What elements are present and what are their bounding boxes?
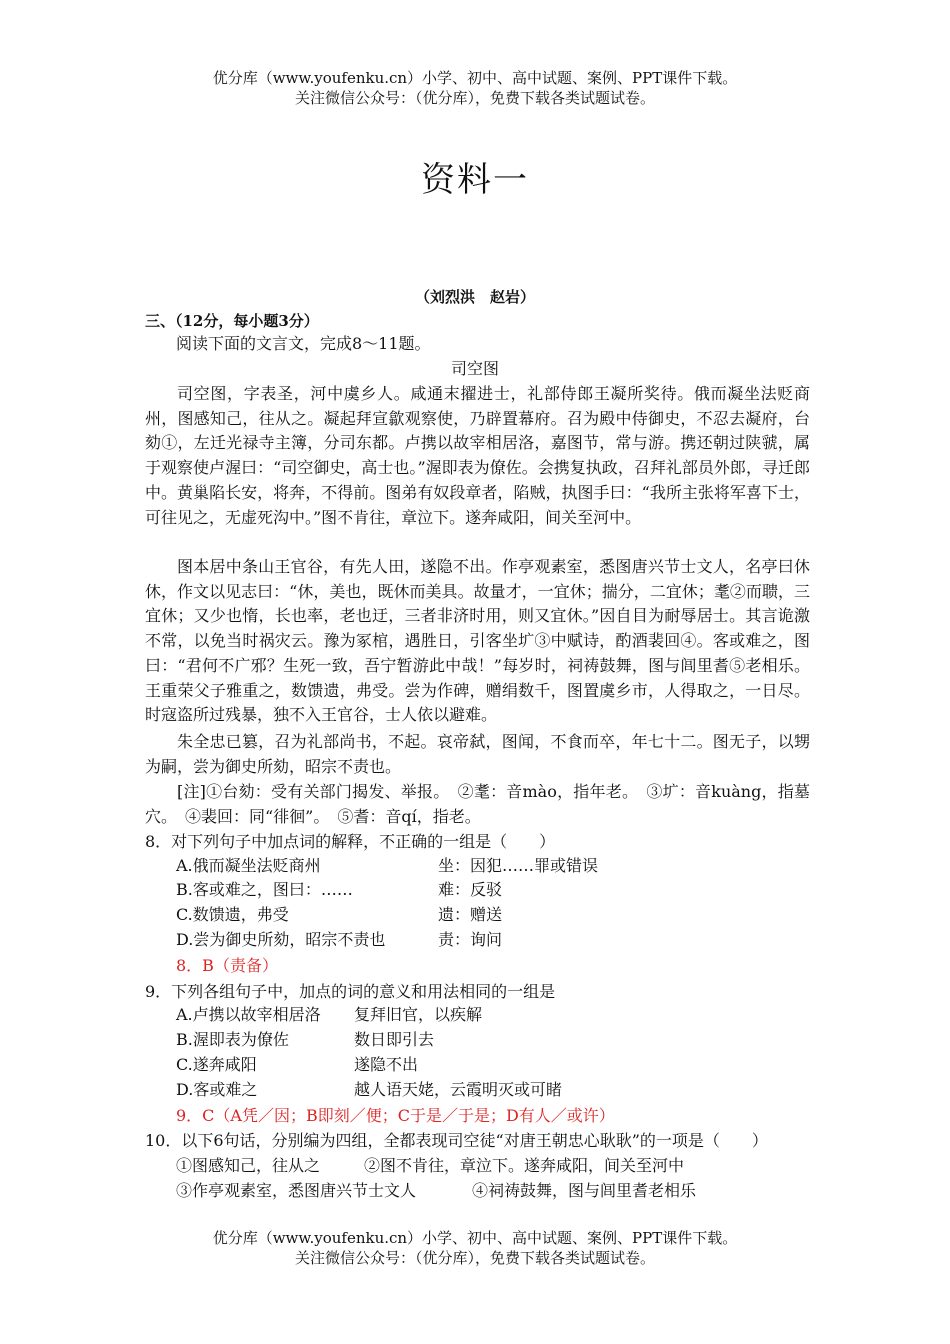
q10-stem: 10．以下6句话，分别编为四组，全都表现司空徒“对唐王朝忠心耿耿”的一项是（ ）	[145, 1131, 768, 1150]
instruction: 阅读下面的文言文，完成8～11题。	[176, 334, 431, 353]
q9-stem: 9．下列各组句子中，加点的词的意义和用法相同的一组是	[145, 982, 556, 1001]
passage-paragraph-2: 图本居中条山王官谷，有先人田，遂隐不出。作亭观素室，悉图唐兴节士文人，名亭曰休休，作文以见志曰：“休，美也，既休而美具。故量才，一宜休；揣分，二宜休；耄②而聩，三宜休；又少也惰，长也率，老也迂，三者非济时用，则又宜休。”因自目为耐辱居士。其言诡激不常，以免当时祸灾云。豫为冢棺，遇胜日，引客坐圹③中赋诗，酌酒裴回④。客或难之，图曰：“君何不广邪？生死一致，吾宁暂游此中哉！”每岁时，祠祷鼓舞，图与闾里耆⑤老相乐。王重荣父子雅重之，数馈遗，弗受。尝为作碑，赠绢数千，图置虞乡市，人得取之，一日尽。时寇盗所过残暴，独不入王官谷，士人依以避难。	[145, 557, 810, 725]
q9-option-b-compare: 数日即引去	[354, 1030, 435, 1049]
q9-option-a: A.卢携以故宰相居洛	[176, 1005, 321, 1024]
q9-answer: 9．C（A凭／因；B即刻／便；C于是／于是；D有人／或许）	[176, 1106, 615, 1125]
header-line-2: 关注微信公众号：（优分库），免费下载各类试题试卷。	[294, 89, 655, 107]
passage-paragraph-3: 朱全忠已篡，召为礼部尚书，不起。哀帝弑，图闻，不食而卒，年七十二。图无子，以甥为嗣，尝为御史所劾，昭宗不责也。	[145, 732, 810, 776]
q8-option-b-gloss: 难：反驳	[438, 880, 503, 899]
q9-option-d: D.客或难之	[176, 1080, 258, 1099]
q9-option-c-compare: 遂隐不出	[354, 1055, 419, 1074]
q8-option-c: C.数馈遗，弗受	[176, 905, 289, 924]
q8-answer: 8．B（责备）	[176, 956, 278, 975]
q9-option-c: C.遂奔咸阳	[176, 1055, 257, 1074]
q8-stem: 8．对下列句子中加点词的解释，不正确的一组是（ ）	[145, 832, 556, 851]
q8-option-a-gloss: 坐：因犯……罪或错误	[438, 856, 599, 875]
footer-line-2: 关注微信公众号：（优分库），免费下载各类试题试卷。	[294, 1249, 655, 1267]
q10-item-4: ④祠祷鼓舞，图与闾里耆老相乐	[472, 1181, 697, 1200]
passage-paragraph-1: 司空图，字表圣，河中虞乡人。咸通末擢进士，礼部侍郎王凝所奖待。俄而凝坐法贬商州，图感知己，往从之。凝起拜宣歙观察使，乃辟置幕府。召为殿中侍御史，不忍去凝府，台劾①，左迁光禄寺主簿，分司东都。卢携以故宰相居洛，嘉图节，常与游。携还朝过陕虢，属于观察使卢渥曰：“司空御史，高士也。”渥即表为僚佐。会携复执政，召拜礼部员外郎，寻迁郎中。黄巢陷长安，将奔，不得前。图弟有奴段章者，陷贼，执图手曰：“我所主张将军喜下士，可往见之，无虚死沟中。”图不肯往，章泣下。遂奔咸阳，间关至河中。	[145, 384, 810, 527]
section-heading: 三、（12分，每小题3分）	[145, 312, 319, 330]
q8-option-d: D.尝为御史所劾，昭宗不责也	[176, 930, 386, 949]
q9-option-b: B.渥即表为僚佐	[176, 1030, 289, 1049]
passage-title: 司空图	[450, 359, 499, 378]
annotation-notes: [注]①台劾：受有关部门揭发、举报。 ②耄：音mào，指年老。 ③圹：音kuàng，指墓穴。 ④裴回：同“徘徊”。 ⑤耆：音qí，指老。	[145, 782, 810, 826]
q8-option-a: A.俄而凝坐法贬商州	[176, 856, 321, 875]
q8-option-c-gloss: 遗：赠送	[438, 905, 503, 924]
authors: （刘烈洪 赵岩）	[414, 288, 535, 306]
q9-option-a-compare: 复拜旧官，以疾解	[354, 1005, 483, 1024]
q10-item-1: ①图感知己，往从之	[176, 1156, 321, 1175]
q9-option-d-compare: 越人语天姥，云霞明灭或可睹	[354, 1080, 563, 1099]
q10-item-2: ②图不肯往，章泣下。遂奔咸阳，间关至河中	[364, 1156, 685, 1175]
q8-option-b: B.客或难之，图曰：……	[176, 880, 353, 899]
q8-option-d-gloss: 责：询问	[438, 930, 503, 949]
q10-item-3: ③作亭观素室，悉图唐兴节士文人	[176, 1181, 417, 1200]
footer-line-1: 优分库（www.youfenku.cn）小学、初中、高中试题、案例、PPT课件下载。	[212, 1229, 738, 1247]
header-line-1: 优分库（www.youfenku.cn）小学、初中、高中试题、案例、PPT课件下载。	[212, 69, 738, 87]
page-title: 资料一	[421, 160, 529, 200]
